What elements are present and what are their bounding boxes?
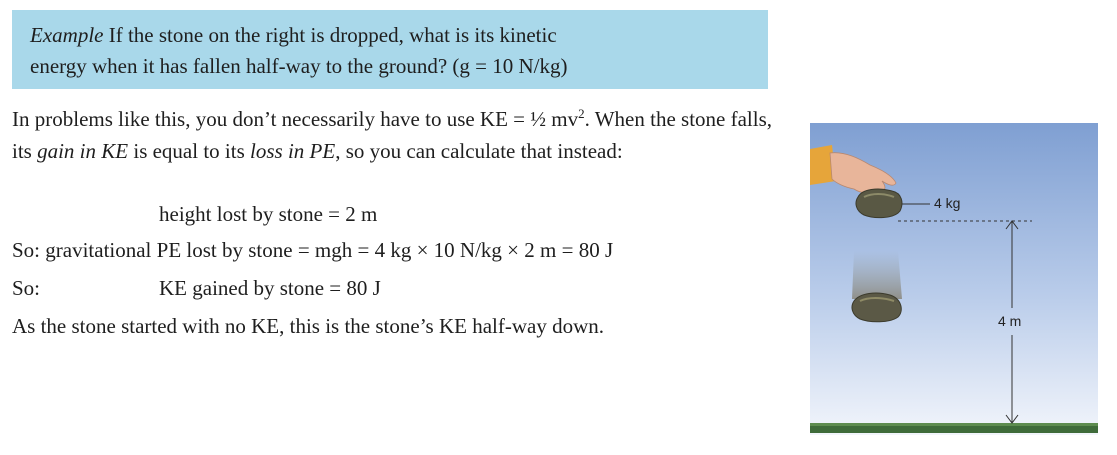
mass-label: 4 kg xyxy=(934,195,961,211)
height-label: 4 m xyxy=(998,313,1022,329)
ground-highlight xyxy=(810,423,1098,426)
example-box xyxy=(12,10,768,89)
pe-lost-line: So: gravitational PE lost by stone = mgh = 4 kg × 10 N/kg × 2 m = 80 J xyxy=(12,238,614,262)
intro-text-d: , so you can calculate that instead: xyxy=(335,138,623,163)
ke-gained-text: KE gained by stone = 80 J xyxy=(159,276,381,300)
intro-text-c: is equal to its xyxy=(128,138,251,163)
example-line-1 xyxy=(30,20,768,51)
intro-text-a: In problems like this, you don’t necessarily have to use KE = ½ mv xyxy=(12,107,579,131)
height-lost-text: height lost by stone = 2 m xyxy=(159,202,378,226)
intro-superscript: 2 xyxy=(578,106,585,121)
ke-gained-line xyxy=(12,276,381,301)
intro-text-b: . When the stone falls, its xyxy=(12,107,773,163)
falling-stone-figure xyxy=(810,123,1098,435)
loss-in-pe-phrase: loss in PE xyxy=(250,138,336,163)
stone-falling-icon xyxy=(852,251,902,322)
example-label: Example xyxy=(30,23,104,47)
conclusion-line: As the stone started with no KE, this is the stone’s KE half-way down. xyxy=(12,314,604,338)
intro-paragraph xyxy=(12,104,772,167)
example-question-part-2: energy when it has fallen half-way to the ground? (g = 10 N/kg) xyxy=(30,54,568,78)
gain-in-ke-phrase: gain in KE xyxy=(37,138,129,163)
example-question-part-1: If the stone on the right is dropped, what is its kinetic xyxy=(108,23,557,47)
stone-top-icon xyxy=(856,189,902,218)
so-label: So: xyxy=(12,276,41,300)
